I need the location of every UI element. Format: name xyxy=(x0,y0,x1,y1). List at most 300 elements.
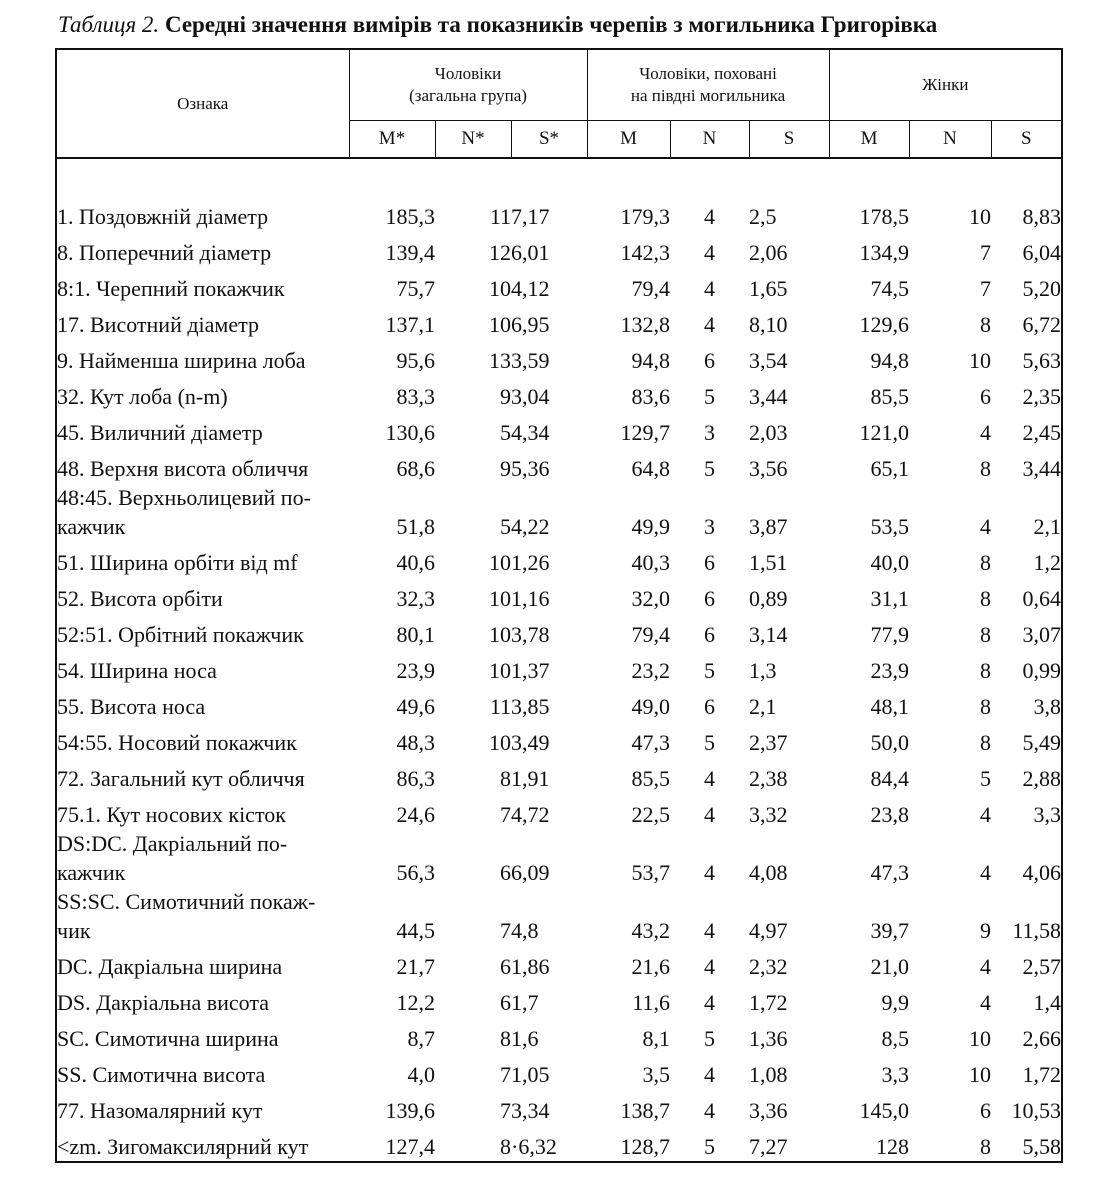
cell-m-women: 134,9 xyxy=(859,240,910,265)
cell-m-general: 44,5 xyxy=(396,918,435,943)
feature-name: 77. Назомалярний кут xyxy=(56,1089,349,1125)
cell-n-women: 8 xyxy=(980,586,992,611)
cell-m-women: 39,7 xyxy=(870,918,910,943)
cell-n-general: 10 xyxy=(489,276,511,301)
cell-s-south: 2,03 xyxy=(749,420,788,445)
cell-s-women: 3,8 xyxy=(991,685,1062,721)
cell-s-women: 3,3 xyxy=(991,793,1062,829)
cell-m-general: 24,6 xyxy=(396,802,435,827)
cell-s-women: 3,07 xyxy=(991,613,1062,649)
cell-s-south: 3,44 xyxy=(749,384,788,409)
feature-name-line1: SS:SC. Симотичний покаж- xyxy=(57,889,316,914)
cell-m-women: 9,9 xyxy=(881,990,910,1015)
cell-s-south: 3,14 xyxy=(749,622,788,647)
cell-s-south: 2,32 xyxy=(749,954,788,979)
table-row xyxy=(56,1017,1062,1053)
cell-m-general: 83,3 xyxy=(396,384,435,409)
cell-n-south: 4 xyxy=(704,204,716,229)
cell-n-general: 13 xyxy=(489,348,511,373)
cell-m-women: 94,8 xyxy=(870,348,910,373)
cell-n-women: 4 xyxy=(980,420,992,445)
cell-m-south: 43,2 xyxy=(631,918,671,943)
feature-name xyxy=(56,887,349,945)
cell-n-general: 7 xyxy=(500,1062,511,1087)
cell-s-south: 3,36 xyxy=(749,1098,788,1123)
cell-s-general: 1,91 xyxy=(511,766,550,791)
cell-n-south: 3 xyxy=(704,514,716,539)
table-caption xyxy=(58,12,937,38)
cell-m-south: 138,7 xyxy=(620,1098,671,1123)
cell-m-south: 32,0 xyxy=(631,586,671,611)
table-row xyxy=(56,339,1062,375)
cell-n-general: 6 xyxy=(500,990,511,1015)
cell-n-south: 5 xyxy=(704,384,716,409)
cell-m-south: 53,7 xyxy=(631,860,671,885)
cell-m-women: 84,4 xyxy=(870,766,910,791)
table-row xyxy=(56,721,1062,757)
cell-m-general: 4,0 xyxy=(407,1062,435,1087)
cell-m-general: 127,4 xyxy=(349,1125,435,1162)
cell-s-south: 3,87 xyxy=(749,514,788,539)
cell-m-south: 94,8 xyxy=(631,348,671,373)
table-row xyxy=(56,541,1062,577)
cell-n-women: 6 xyxy=(980,384,992,409)
cell-n-women: 4 xyxy=(980,954,992,979)
cell-n-general: 10 xyxy=(489,586,511,611)
cell-s-women: 1,2 xyxy=(991,541,1062,577)
header-men-general xyxy=(349,49,587,121)
feature-name xyxy=(56,829,349,887)
cell-m-women: 85,5 xyxy=(870,384,910,409)
cell-s-women: 0,99 xyxy=(991,649,1062,685)
cell-n-south: 5 xyxy=(670,1125,749,1162)
cell-s-general: 3,34 xyxy=(511,1098,550,1123)
cell-m-general: 51,8 xyxy=(396,514,435,539)
cell-m-south: 79,4 xyxy=(631,622,671,647)
header-men-south xyxy=(587,49,829,121)
cell-s-south: 3,54 xyxy=(749,348,788,373)
cell-s-general: 7,17 xyxy=(511,204,550,229)
cell-n-women: 8 xyxy=(980,550,992,575)
cell-m-women: 3,3 xyxy=(881,1062,910,1087)
cell-s-women: 1,4 xyxy=(991,981,1062,1017)
cell-s-general: ·6,32 xyxy=(511,1125,587,1162)
cell-n-south: 6 xyxy=(704,348,716,373)
feature-name: 45. Виличний діаметр xyxy=(56,411,349,447)
table-row xyxy=(56,303,1062,339)
cell-m-general: 49,6 xyxy=(396,694,435,719)
feature-name: 32. Кут лоба (n-m) xyxy=(56,375,349,411)
cell-m-general: 95,6 xyxy=(396,348,435,373)
cell-n-general: 6 xyxy=(500,860,511,885)
feature-name: SC. Симотична ширина xyxy=(56,1017,349,1053)
subheader-m-general: M* xyxy=(349,121,435,159)
table-row xyxy=(56,231,1062,267)
caption-label: Таблиця 2. xyxy=(58,12,160,37)
cell-m-south: 49,0 xyxy=(631,694,671,719)
cell-s-south: 2,5 xyxy=(749,204,777,229)
table-row xyxy=(56,829,1062,887)
cell-m-south: 49,9 xyxy=(631,514,671,539)
cell-s-general: 1,86 xyxy=(511,954,550,979)
cell-m-women: 40,0 xyxy=(870,550,910,575)
cell-s-general: 3,78 xyxy=(511,622,550,647)
cell-n-south: 6 xyxy=(704,550,716,575)
cell-n-women: 10 xyxy=(969,348,992,373)
cell-n-south: 4 xyxy=(704,860,716,885)
cell-m-general: 139,6 xyxy=(385,1098,435,1123)
cell-m-south: 3,5 xyxy=(642,1062,671,1087)
cell-m-women: 23,9 xyxy=(870,658,910,683)
cell-s-general: 1,6 xyxy=(511,1026,539,1051)
cell-s-south: 4,08 xyxy=(749,860,788,885)
cell-s-women: 2,57 xyxy=(991,945,1062,981)
cell-s-south: 1,08 xyxy=(749,1062,788,1087)
cell-s-general: 4,34 xyxy=(511,420,550,445)
cell-m-south: 132,8 xyxy=(620,312,671,337)
cell-m-women: 50,0 xyxy=(870,730,910,755)
cell-m-south: 47,3 xyxy=(631,730,671,755)
cell-n-women: 7 xyxy=(980,240,992,265)
cell-n-general: 11 xyxy=(489,694,511,719)
cell-m-south: 64,8 xyxy=(631,456,671,481)
cell-n-women: 8 xyxy=(980,456,992,481)
feature-name: 8. Поперечний діаметр xyxy=(56,231,349,267)
cell-m-general: 12,2 xyxy=(396,990,435,1015)
cell-m-general: 23,9 xyxy=(396,658,435,683)
cell-n-general: 10 xyxy=(489,658,511,683)
cell-n-women: 6 xyxy=(980,1098,992,1123)
cell-s-south: 1,36 xyxy=(749,1026,788,1051)
cell-m-women: 128 xyxy=(829,1125,909,1162)
cell-s-women: 0,64 xyxy=(991,577,1062,613)
cell-m-general: 139,4 xyxy=(385,240,435,265)
cell-n-general: 12 xyxy=(489,240,511,265)
subheader-m-women: M xyxy=(829,121,909,159)
cell-m-women: 121,0 xyxy=(859,420,910,445)
cell-n-south: 4 xyxy=(704,240,716,265)
table-row xyxy=(56,483,1062,541)
table-row xyxy=(56,757,1062,793)
cell-n-south: 4 xyxy=(704,918,716,943)
cell-m-general: 86,3 xyxy=(396,766,435,791)
table-row xyxy=(56,793,1062,829)
cell-s-south: 2,1 xyxy=(749,694,777,719)
cell-m-south: 128,7 xyxy=(587,1125,670,1162)
feature-name: 55. Висота носа xyxy=(56,685,349,721)
subheader-s-general: S* xyxy=(511,121,587,159)
cell-s-women: 2,35 xyxy=(991,375,1062,411)
cell-s-general: 3,49 xyxy=(511,730,550,755)
cell-n-women: 4 xyxy=(980,514,992,539)
cell-n-south: 4 xyxy=(704,802,716,827)
cell-n-south: 4 xyxy=(704,1062,716,1087)
cell-m-women: 129,6 xyxy=(859,312,910,337)
cell-s-general: 4,72 xyxy=(511,802,550,827)
cell-s-south: 1,65 xyxy=(749,276,788,301)
cell-n-general: 9 xyxy=(500,456,511,481)
cell-n-general: 7 xyxy=(500,918,511,943)
table-row xyxy=(56,577,1062,613)
cell-m-south: 22,5 xyxy=(631,802,671,827)
cell-n-south: 4 xyxy=(704,312,716,337)
feature-name-line2: чик xyxy=(57,918,91,943)
cell-n-women: 8 xyxy=(909,1125,991,1162)
cell-m-south: 40,3 xyxy=(631,550,671,575)
cell-m-women: 47,3 xyxy=(870,860,910,885)
cell-s-women: 6,04 xyxy=(991,231,1062,267)
cell-n-women: 4 xyxy=(980,802,992,827)
cell-m-women: 178,5 xyxy=(859,204,910,229)
cell-m-general: 8,7 xyxy=(407,1026,435,1051)
caption-title: Середні значення вимірів та показників черепів з могильника Григорівка xyxy=(164,12,938,37)
cell-s-women: 3,44 xyxy=(991,447,1062,483)
table-row xyxy=(56,195,1062,231)
cell-s-south: 1,72 xyxy=(749,990,788,1015)
cell-n-general: 5 xyxy=(500,420,511,445)
table-row xyxy=(56,613,1062,649)
header-men-south-line2: на півдні могильника xyxy=(630,86,786,105)
cell-s-women: 6,72 xyxy=(991,303,1062,339)
cell-n-general: 11 xyxy=(489,204,511,229)
cell-m-south: 142,3 xyxy=(620,240,671,265)
cell-n-general: 10 xyxy=(489,730,511,755)
feature-name-line1: 48:45. Верхньолицевий по- xyxy=(57,485,311,510)
cell-n-women: 8 xyxy=(980,312,992,337)
cell-m-general: 130,6 xyxy=(385,420,435,445)
cell-n-south: 5 xyxy=(704,658,716,683)
cell-s-women: 5,20 xyxy=(991,267,1062,303)
header-men-general-line1: Чоловіки xyxy=(434,64,502,83)
cell-n-women: 4 xyxy=(980,860,992,885)
cell-n-general: 8 xyxy=(435,1125,511,1162)
cell-s-south: 2,06 xyxy=(749,240,788,265)
feature-name: 72. Загальний кут обличчя xyxy=(56,757,349,793)
feature-name: 17. Висотний діаметр xyxy=(56,303,349,339)
cell-n-south: 4 xyxy=(704,1098,716,1123)
feature-name: DS. Дакріальна висота xyxy=(56,981,349,1017)
table-row xyxy=(56,267,1062,303)
subheader-s-south: S xyxy=(749,121,829,159)
cell-n-south: 4 xyxy=(704,990,716,1015)
cell-s-women: 11,58 xyxy=(991,887,1062,945)
cell-s-general: 4,8 xyxy=(511,918,539,943)
cell-n-women: 9 xyxy=(980,918,992,943)
subheader-m-south: M xyxy=(587,121,670,159)
cell-n-women: 5 xyxy=(980,766,992,791)
cell-s-women: 5,49 xyxy=(991,721,1062,757)
cell-s-general: 3,59 xyxy=(511,348,550,373)
cell-s-general: 6,01 xyxy=(511,240,550,265)
table-row xyxy=(56,375,1062,411)
feature-name-line2: кажчик xyxy=(57,860,126,885)
cell-s-general: 1,05 xyxy=(511,1062,550,1087)
cell-m-south: 8,1 xyxy=(642,1026,671,1051)
cell-s-south: 0,89 xyxy=(749,586,788,611)
subheader-n-women: N xyxy=(909,121,991,159)
cell-n-general: 10 xyxy=(489,312,511,337)
cell-s-general: 4,12 xyxy=(511,276,550,301)
cell-n-women: 10 xyxy=(969,1026,992,1051)
feature-name: 52:51. Орбітний покажчик xyxy=(56,613,349,649)
cell-s-general: 1,16 xyxy=(511,586,550,611)
cell-n-general: 6 xyxy=(500,954,511,979)
cell-m-women: 53,5 xyxy=(870,514,910,539)
table-row xyxy=(56,1089,1062,1125)
cell-n-south: 3 xyxy=(704,420,716,445)
cell-n-general: 8 xyxy=(500,1026,511,1051)
cell-m-women: 23,8 xyxy=(870,802,910,827)
cell-n-south: 5 xyxy=(704,1026,716,1051)
header-men-south-line1: Чоловіки, поховані xyxy=(639,64,777,83)
table-row xyxy=(56,887,1062,945)
cell-m-south: 129,7 xyxy=(620,420,671,445)
cell-n-general: 10 xyxy=(489,622,511,647)
feature-name: SS. Симотична висота xyxy=(56,1053,349,1089)
cell-m-south: 85,5 xyxy=(631,766,671,791)
cell-m-south: 11,6 xyxy=(632,990,671,1015)
feature-name-line1: DS:DC. Дакріальний по- xyxy=(57,831,288,856)
cell-n-south: 6 xyxy=(704,694,716,719)
cell-s-women: 5,58 xyxy=(991,1125,1062,1162)
cell-n-general: 8 xyxy=(500,766,511,791)
cell-n-general: 7 xyxy=(500,802,511,827)
feature-name-line2: кажчик xyxy=(57,514,126,539)
feature-name: 9. Найменша ширина лоба xyxy=(56,339,349,375)
cell-s-south: 1,51 xyxy=(749,550,788,575)
cell-m-general: 56,3 xyxy=(396,860,435,885)
cell-n-women: 10 xyxy=(969,204,992,229)
feature-name: 51. Ширина орбіти від mf xyxy=(56,541,349,577)
feature-name: 54:55. Носовий покажчик xyxy=(56,721,349,757)
table-row xyxy=(56,981,1062,1017)
cell-n-south: 4 xyxy=(704,276,716,301)
cell-s-south: 1,3 xyxy=(749,658,777,683)
cell-m-south: 23,2 xyxy=(631,658,671,683)
header-women: Жінки xyxy=(829,49,1062,121)
cell-m-general: 80,1 xyxy=(396,622,435,647)
cell-n-south: 5 xyxy=(704,456,716,481)
cell-s-women: 5,63 xyxy=(991,339,1062,375)
cell-m-general: 75,7 xyxy=(396,276,435,301)
cell-s-women: 2,1 xyxy=(991,483,1062,541)
subheader-n-south: N xyxy=(670,121,749,159)
cell-m-south: 79,4 xyxy=(631,276,671,301)
table-row xyxy=(56,945,1062,981)
header-men-general-line2: (загальна група) xyxy=(409,86,527,105)
feature-name: DC. Дакріальна ширина xyxy=(56,945,349,981)
cell-n-general: 10 xyxy=(489,550,511,575)
cell-n-women: 8 xyxy=(980,694,992,719)
cell-n-women: 7 xyxy=(980,276,992,301)
cell-m-general: 185,3 xyxy=(385,204,435,229)
cell-m-women: 145,0 xyxy=(859,1098,910,1123)
cell-m-women: 48,1 xyxy=(870,694,910,719)
cell-s-general: 1,7 xyxy=(511,990,539,1015)
feature-name: 1. Поздовжній діаметр xyxy=(56,195,349,231)
cell-s-general: 3,85 xyxy=(511,694,550,719)
cell-n-south: 6 xyxy=(704,586,716,611)
cell-m-south: 179,3 xyxy=(620,204,671,229)
table-row xyxy=(56,685,1062,721)
cell-s-south: 8,10 xyxy=(749,312,788,337)
cell-m-general: 48,3 xyxy=(396,730,435,755)
cell-s-south: 3,32 xyxy=(749,802,788,827)
cell-m-south: 21,6 xyxy=(631,954,671,979)
measurements-table xyxy=(55,48,1063,1163)
cell-s-women: 8,83 xyxy=(991,195,1062,231)
cell-n-general: 5 xyxy=(500,514,511,539)
cell-s-general: 6,09 xyxy=(511,860,550,885)
cell-s-women: 2,45 xyxy=(991,411,1062,447)
cell-s-south: 3,56 xyxy=(749,456,788,481)
feature-name: 8:1. Черепний покажчик xyxy=(56,267,349,303)
cell-n-women: 10 xyxy=(969,1062,992,1087)
cell-s-women: 2,88 xyxy=(991,757,1062,793)
cell-s-women: 1,72 xyxy=(991,1053,1062,1089)
cell-s-south: 2,38 xyxy=(749,766,788,791)
cell-m-women: 74,5 xyxy=(870,276,910,301)
cell-n-south: 4 xyxy=(704,766,716,791)
cell-s-general: 5,36 xyxy=(511,456,550,481)
cell-s-general: 1,26 xyxy=(511,550,550,575)
cell-n-general: 7 xyxy=(500,1098,511,1123)
table-row xyxy=(56,411,1062,447)
cell-n-women: 8 xyxy=(980,730,992,755)
feature-name: <zm. Зигомаксилярний кут xyxy=(56,1125,349,1162)
cell-s-women: 4,06 xyxy=(991,829,1062,887)
subheader-s-women: S xyxy=(991,121,1062,159)
table-row xyxy=(56,1125,1062,1162)
cell-n-women: 4 xyxy=(980,990,992,1015)
cell-s-general: 3,04 xyxy=(511,384,550,409)
feature-name: 75.1. Кут носових кісток xyxy=(56,793,349,829)
cell-m-general: 32,3 xyxy=(396,586,435,611)
header-feature: Ознака xyxy=(56,49,349,158)
table-row xyxy=(56,649,1062,685)
cell-m-general: 68,6 xyxy=(396,456,435,481)
feature-name: 54. Ширина носа xyxy=(56,649,349,685)
cell-n-women: 8 xyxy=(980,622,992,647)
cell-m-women: 21,0 xyxy=(870,954,910,979)
cell-m-south: 83,6 xyxy=(631,384,671,409)
cell-s-women: 2,66 xyxy=(991,1017,1062,1053)
cell-s-south: 4,97 xyxy=(749,918,788,943)
cell-n-south: 5 xyxy=(704,730,716,755)
cell-m-general: 21,7 xyxy=(396,954,435,979)
feature-name xyxy=(56,483,349,541)
feature-name: 48. Верхня висота обличчя xyxy=(56,447,349,483)
cell-m-women: 77,9 xyxy=(870,622,910,647)
cell-m-women: 31,1 xyxy=(870,586,910,611)
cell-n-south: 4 xyxy=(704,954,716,979)
subheader-n-general: N* xyxy=(435,121,511,159)
table-row xyxy=(56,1053,1062,1089)
feature-name: 52. Висота орбіти xyxy=(56,577,349,613)
table-row xyxy=(56,447,1062,483)
cell-m-general: 40,6 xyxy=(396,550,435,575)
cell-s-women: 10,53 xyxy=(991,1089,1062,1125)
cell-n-women: 8 xyxy=(980,658,992,683)
cell-s-south: 2,37 xyxy=(749,730,788,755)
cell-n-general: 9 xyxy=(500,384,511,409)
cell-s-south: 7,27 xyxy=(749,1125,829,1162)
cell-m-women: 65,1 xyxy=(870,456,910,481)
cell-s-general: 1,37 xyxy=(511,658,550,683)
cell-n-south: 6 xyxy=(704,622,716,647)
cell-m-women: 8,5 xyxy=(881,1026,910,1051)
cell-s-general: 6,95 xyxy=(511,312,550,337)
